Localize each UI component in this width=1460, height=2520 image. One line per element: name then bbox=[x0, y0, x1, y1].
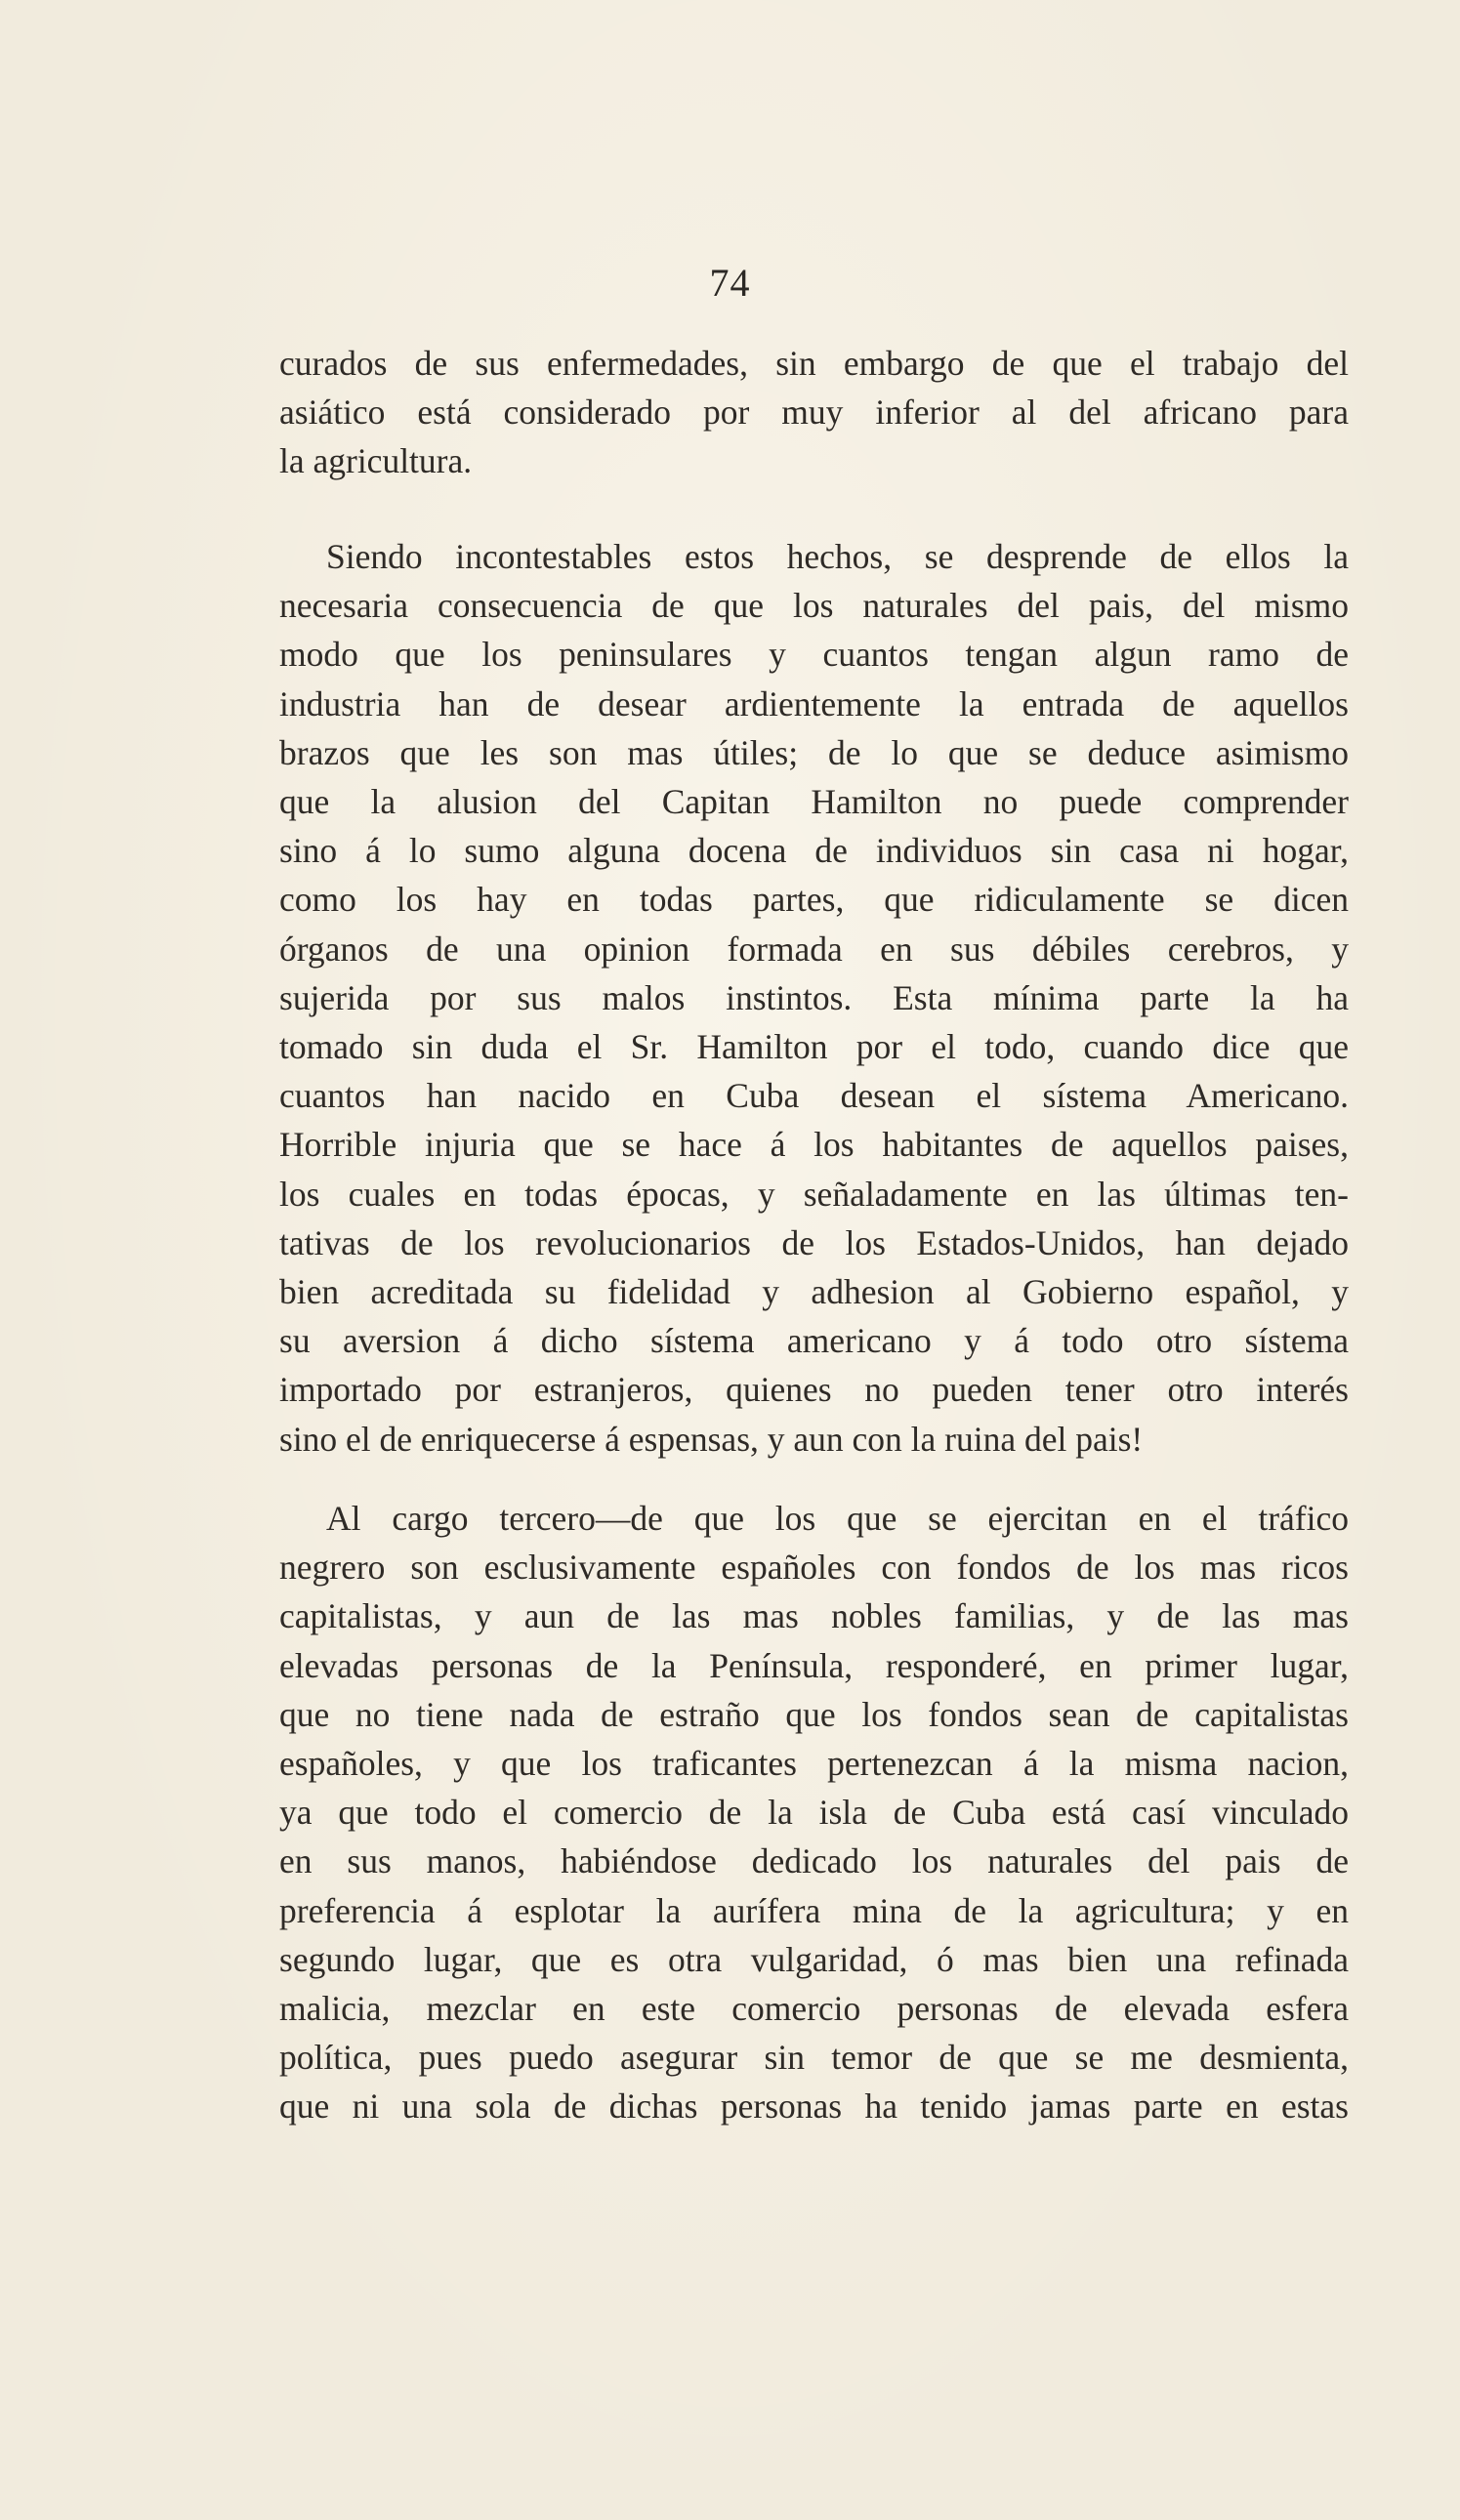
text-line: que la alusion del Capitan Hamilton no puede comprender bbox=[279, 782, 1349, 822]
text-line: brazos que les son mas útiles; de lo que se deduce asimismo bbox=[279, 732, 1349, 772]
paragraph-1 bbox=[279, 339, 1349, 486]
text-line: Siendo incontestables estos hechos, se desprende de ellos la bbox=[326, 537, 1349, 576]
text-line: negrero son esclusivamente españoles con fondos de los mas ricos bbox=[279, 1548, 1349, 1588]
text-line: cuantos han nacido en Cuba desean el sístema Americano. bbox=[279, 1076, 1349, 1116]
text-line: órganos de una opinion formada en sus débiles cerebros, y bbox=[279, 929, 1349, 969]
text-line: que no tiene nada de estraño que los fondos sean de capitalistas bbox=[279, 1694, 1349, 1734]
text-line: capitalistas, y aun de las mas nobles familias, y de las mas bbox=[279, 1596, 1349, 1636]
text-line: ya que todo el comercio de la isla de Cuba está casí vinculado bbox=[279, 1793, 1349, 1833]
text-line: Horrible injuria que se hace á los habitantes de aquellos paises, bbox=[279, 1125, 1349, 1165]
text-line: tativas de los revolucionarios de los Estados-Unidos, han dejado bbox=[279, 1222, 1349, 1262]
text-line: la agricultura. bbox=[279, 441, 473, 481]
text-line: bien acreditada su fidelidad y adhesion al Gobierno español, y bbox=[279, 1272, 1349, 1312]
text-line: curados de sus enfermedades, sin embargo de que el trabajo del bbox=[279, 344, 1349, 383]
text-line: tomado sin duda el Sr. Hamilton por el todo, cuando dice que bbox=[279, 1027, 1349, 1067]
text-line: segundo lugar, que es otra vulgaridad, ó mas bien una refinada bbox=[279, 1939, 1349, 1979]
text-line: preferencia á esplotar la aurífera mina de la agricultura; y en bbox=[279, 1890, 1349, 1930]
page-number: 74 bbox=[709, 261, 751, 305]
paragraph-3 bbox=[279, 1494, 1349, 2131]
text-line: en sus manos, habiéndose dedicado los naturales del pais de bbox=[279, 1841, 1349, 1881]
text-line: industria han de desear ardientemente la entrada de aquellos bbox=[279, 683, 1349, 723]
text-line: política, pues puedo asegurar sin temor de que se me desmienta, bbox=[279, 2038, 1349, 2078]
text-line: malicia, mezclar en este comercio personas de elevada esfera bbox=[279, 1989, 1349, 2029]
text-line: que ni una sola de dichas personas ha tenido jamas parte en estas bbox=[279, 2086, 1349, 2127]
text-line: como los hay en todas partes, que ridiculamente se dicen bbox=[279, 880, 1349, 920]
text-line: sino á lo sumo alguna docena de individuos sin casa ni hogar, bbox=[279, 831, 1349, 871]
text-line: su aversion á dicho sístema americano y á todo otro sístema bbox=[279, 1321, 1349, 1361]
text-line: modo que los peninsulares y cuantos tengan algun ramo de bbox=[279, 635, 1349, 675]
text-line: los cuales en todas épocas, y señaladamente en las últimas ten- bbox=[279, 1174, 1349, 1214]
text-line: necesaria consecuencia de que los naturales del pais, del mismo bbox=[279, 586, 1349, 626]
text-line: importado por estranjeros, quienes no pueden tener otro interés bbox=[279, 1370, 1349, 1410]
paragraph-2 bbox=[279, 532, 1349, 1464]
text-line: asiático está considerado por muy inferior al del africano para bbox=[279, 392, 1349, 433]
text-line: sujerida por sus malos instintos. Esta mínima parte la ha bbox=[279, 977, 1349, 1017]
text-line: Al cargo tercero—de que los que se ejercitan en el tráfico bbox=[326, 1499, 1349, 1538]
text-line: sino el de enriquecerse á espensas, y aun con la ruina del pais! bbox=[279, 1419, 1144, 1459]
text-line: elevadas personas de la Península, responderé, en primer lugar, bbox=[279, 1645, 1349, 1685]
text-line: españoles, y que los traficantes pertenezcan á la misma nacion, bbox=[279, 1744, 1349, 1784]
